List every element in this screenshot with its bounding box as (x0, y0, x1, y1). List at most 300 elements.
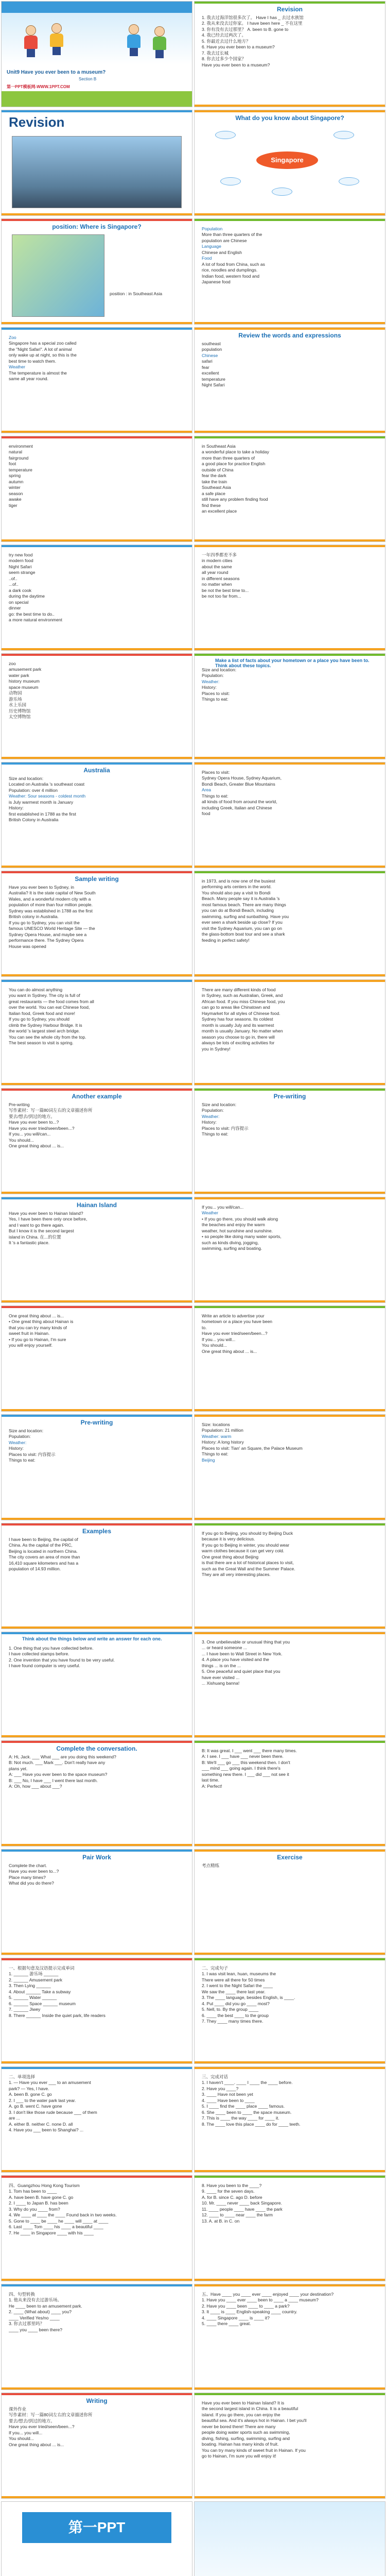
slide-line: A. for B. since C. ago D. before (202, 2194, 262, 2200)
slide-line: island in China. 在...的位置 (9, 1234, 61, 1240)
slide[interactable] (194, 979, 385, 1086)
slide-bottom-bar (2, 648, 192, 650)
slide-line: If you go to Beijing, you should try Beijing Duck (202, 1531, 293, 1536)
map-image (12, 234, 104, 317)
slide-title: Revision (9, 114, 65, 130)
slide-line: If you go to Sydney, you can visit the (9, 920, 80, 925)
slide-body (9, 1965, 186, 2019)
slide-top-bar (195, 436, 385, 438)
slide[interactable] (194, 2393, 385, 2499)
slide[interactable] (1, 1523, 192, 1629)
slide-line: performing arts centers in the world. (202, 884, 272, 890)
slide-line: sweet fruit in Hainan. (9, 1331, 50, 1336)
slide[interactable] (194, 545, 385, 651)
slide-title: Complete the conversation. (56, 1745, 137, 1752)
slide-top-bar (2, 1523, 192, 1526)
slide-line: 要去/想去/到过的地方。 (9, 1113, 55, 1119)
slide[interactable] (1, 1414, 192, 1520)
slide-line: 2. ____ (What about) ____ you? (9, 2309, 72, 2315)
slide[interactable] (194, 1, 385, 107)
slide-bottom-bar (2, 2279, 192, 2281)
slide-title: Examples (82, 1528, 112, 1535)
slide-bottom-bar (2, 2387, 192, 2389)
slide-line: • If you go to Hainan, I'm sure (9, 1336, 66, 1342)
slide[interactable] (1, 545, 192, 651)
slide-top-bar (195, 1958, 385, 1960)
slide-line: A: Perfect! (202, 1783, 222, 1789)
slide-line: season (9, 490, 23, 496)
slide-line: 6. She ____ been to ____ the space museum. (202, 2109, 292, 2115)
slide-line: The city covers an area of more than (9, 1554, 80, 1560)
slide-line: B: ___ No, I have ___ I went there last month. (9, 1777, 98, 1783)
slide[interactable] (1, 436, 192, 542)
slide-bottom-bar (195, 1300, 385, 1302)
slide-line: 10. Mr. ____ never ____ back Singapore. (202, 2200, 282, 2206)
slide-line: temperature (202, 376, 225, 382)
slide-line: 太空博物馆 (9, 714, 31, 720)
slide-line: 2. Have you ____ been ____ to ____ a park? (202, 2303, 290, 2309)
slide-top-bar (195, 1197, 385, 1199)
slide-line: Things to eat: (202, 1451, 229, 1457)
slide[interactable] (1, 1958, 192, 2064)
slide-top-bar (195, 762, 385, 765)
slide-line: all year round (202, 570, 229, 575)
slide-line: Have you ever been to a museum? (202, 62, 270, 67)
slide-body (202, 226, 379, 285)
slide-line: 考点精练 (202, 1863, 220, 1868)
slide-top-bar (2, 1958, 192, 1960)
slide-line: A: Oh, how ___ about ___? (9, 1784, 62, 1789)
slide-body (9, 2406, 186, 2448)
slide[interactable] (194, 2175, 385, 2281)
slide-line: 写作素材：写一篇80词左右的文章描述你所 (9, 2412, 93, 2418)
slide-line: History: (9, 1446, 24, 1451)
slide-line: British colony in Australia. (9, 914, 59, 920)
slide-top-bar (2, 871, 192, 873)
mindmap-bubble (272, 188, 292, 196)
slide-top-bar (2, 2176, 192, 2178)
slide-body (202, 770, 379, 817)
slide-line: History: (202, 685, 217, 690)
slide-line: foot (9, 461, 16, 467)
student-illustration (151, 26, 168, 58)
slide-line: 5. One peaceful and quiet place that you (202, 1669, 280, 1674)
slide-title: Think about the things below and write an answer for each one. (22, 1636, 162, 1641)
slide[interactable] (1, 218, 192, 325)
slide-line: dinner (9, 605, 21, 611)
slide-line: plans yet. (9, 1766, 28, 1771)
slide-line: Sydney Opera House, and maybe see a (9, 931, 87, 937)
slide-line: swimming, surfing and boating. (202, 1246, 262, 1251)
slide-top-bar (2, 2393, 192, 2395)
slide-line: always be lots of exciting activities for (202, 1040, 275, 1046)
slide-line: Chinese (202, 352, 218, 358)
slide[interactable] (1, 762, 192, 868)
slide-line: zoo (9, 661, 16, 666)
slide-line: 5. ______ Water ______ (9, 1995, 57, 2001)
slide-body (9, 776, 186, 823)
slide-line: Japanese food (202, 279, 231, 285)
slide-line: 五、Have ____ you ____ ever ____ enjoyed ____ your destination? (202, 2292, 334, 2297)
slide[interactable] (1, 2175, 192, 2281)
slide[interactable] (194, 110, 385, 216)
slide-bottom-bar (2, 866, 192, 868)
slide-line: Beijing is located in northern China. (9, 1548, 78, 1554)
slide-line: Complete the chart. (9, 1863, 47, 1868)
slide-line: B: It was great. I ___ went ___ there many times. (202, 1748, 297, 1753)
slide-line: 4. Put ____ did you go ____ most? (202, 2001, 270, 2006)
slide-line: environment (9, 444, 33, 449)
slide-body (9, 885, 186, 950)
slide-line: You should also pay a visit to Bondi (202, 890, 271, 895)
slide-bottom-bar (2, 1844, 192, 1846)
slide-line: a wonderful place to take a holiday (202, 449, 269, 455)
slide-line: a more natural environment (9, 617, 62, 623)
slide-body (202, 1205, 379, 1252)
slide-body (202, 1102, 379, 1138)
slide-body (9, 552, 186, 623)
slide-line: about the same (202, 564, 232, 569)
slide-line: boating. Hainan has many kinds of fruit. (202, 2442, 279, 2447)
slide-line: They are all very interesting places. (202, 1572, 271, 1578)
slide-line: the glass-bottom boat tour and see a shark (202, 931, 285, 937)
slide-top-bar (195, 2393, 385, 2395)
slide-top-bar (195, 545, 385, 547)
slide-line: things ... is on the ... (202, 1663, 241, 1668)
slide-line: 水上乐园 (9, 702, 27, 708)
slide-line: The temperature is almost the (9, 370, 67, 376)
slide-bottom-bar (2, 1300, 192, 1302)
slide-line: You can do almost anything (9, 987, 63, 992)
slide-line: 1. 我去过海洋馆很多次了。 Have I has _ 去过水族馆 (202, 15, 304, 20)
slide-top-bar (2, 219, 192, 221)
slide-line: Yes, I have been there only once before, (9, 1216, 87, 1222)
slide-line: Places to visit: 内容提示 (9, 1451, 56, 1457)
slide-line: A. go B. went C. have gone (9, 2104, 62, 2109)
slide[interactable] (1, 1632, 192, 1738)
slide-line: History: (9, 805, 24, 811)
slide-body (202, 2400, 379, 2460)
slide-line: ever seen a shark beside up close? If you (202, 920, 283, 925)
slide[interactable] (1, 2284, 192, 2390)
slide-line: population of 14.93 million. (9, 1566, 61, 1572)
slide[interactable] (194, 1958, 385, 2064)
slide-line: month is usually July and its warmest (202, 1022, 274, 1028)
slide[interactable] (194, 1306, 385, 1412)
slide-line: A: ___ Have you ever been to the space museum? (9, 1772, 108, 1777)
slide-bottom-bar (195, 1409, 385, 1411)
slide-top-bar (2, 1089, 192, 1091)
slide-top-bar (195, 110, 385, 112)
slide-line: such as kinds diving, jogging, (202, 1240, 259, 1245)
slide-line: 5. Nell, to. By the group ____ (202, 2007, 259, 2012)
slide[interactable] (1, 1849, 192, 1955)
slide-line: Places to visit: 内容提示 (202, 1125, 249, 1131)
slide-line: tiger (9, 502, 17, 508)
slide[interactable] (194, 1088, 385, 1194)
slide-line: be not the best time to... (202, 587, 249, 593)
slide[interactable] (1, 2066, 192, 2173)
slide-line: 2. Have you ____? (202, 2086, 239, 2091)
slide[interactable] (1, 1306, 192, 1412)
slide[interactable] (194, 327, 385, 433)
slide[interactable] (194, 762, 385, 868)
slide-top-bar (195, 328, 385, 330)
slide-body (202, 2292, 379, 2327)
slide-line: 7. This is ____ the way ____ for ____ it. (202, 2115, 279, 2121)
slide[interactable] (1, 327, 192, 433)
slide-line: Area (202, 787, 211, 793)
slide-line: 5. ____ there ____ great. (202, 2321, 251, 2327)
slide-line: One great thing about Beijing (202, 1554, 259, 1560)
slide-body (9, 1863, 186, 1887)
slide-line: • One great thing about Hainan is (9, 1319, 74, 1325)
slide-line: 四、句型转换 (9, 2292, 36, 2297)
slide-cover[interactable] (1, 1, 192, 107)
slide-line: in Sydney, such as Australian, Greek, and (202, 993, 283, 998)
slide-line: Population (202, 226, 223, 231)
slide-bottom-bar (195, 1953, 385, 1955)
slide-line: Have you ever been to Hainan Island? It is (202, 2400, 285, 2405)
slide-body (9, 2074, 186, 2133)
slide[interactable] (1, 653, 192, 759)
slide-line: Population: (202, 673, 224, 679)
slide-line: 历史博物馆 (9, 708, 31, 714)
slide-line: most famous beach. There are many things (202, 902, 286, 907)
slide-body (202, 1748, 379, 1789)
slide-line: 2. One invention that you have found to be very useful. (9, 1657, 115, 1663)
slide-line: Food (202, 256, 212, 261)
slide[interactable] (194, 1197, 385, 1303)
slide-bottom-bar (195, 1844, 385, 1846)
slide-top-bar (2, 762, 192, 765)
slide-line: B: We'll ___ go ___ this weekend then. I don't (202, 1759, 290, 1765)
slide-line: water park (9, 672, 29, 678)
slide-line: in 1973, and is now one of the busiest (202, 878, 275, 884)
slide-line: 游乐场 (9, 696, 22, 702)
slide-line: Indian food, western food and (202, 273, 259, 279)
slide-line: 5. Gone to ____ be ____ he ____ will ____ at ____ (9, 2218, 109, 2224)
slide-line: Have you ever been to Sydney, in (9, 885, 74, 890)
slide-line: A. been B. gone C. go (9, 2092, 52, 2097)
slide-line: people doing water sports such as swimming, (202, 2430, 290, 2435)
slide-title: Pre-writing (80, 1419, 113, 1426)
slide-body (110, 291, 186, 297)
slide[interactable] (1, 871, 192, 977)
slide-line: Sydney has four seasons. Its coldest (202, 1016, 273, 1022)
slide-line: Weather: (202, 1113, 220, 1119)
slide-line: Night Safari (202, 382, 225, 388)
slide-line: ___ mind ___ going again. I think there's (202, 1766, 280, 1771)
slide-line: Weather (202, 1210, 218, 1216)
slide-line: 3. Then Lying ______ (9, 1983, 51, 1989)
slide-title: Writing (86, 2397, 108, 2404)
slide-line: 4. About ______ Take a subway (9, 1989, 71, 1994)
slide-body (9, 1211, 186, 1246)
slide-line: spring (9, 473, 21, 479)
slide-bottom-bar (195, 539, 385, 541)
slide-top-bar (195, 1523, 385, 1526)
slide[interactable] (1, 1740, 192, 1846)
slide[interactable] (194, 1740, 385, 1846)
slide-top-bar (195, 2176, 385, 2178)
slide-line: beautiful sea. And it's always hot in Hainan. I bet you'll (202, 2418, 307, 2424)
slide-line: The best season to visit is spring. (9, 1040, 74, 1046)
slide-line: Weather: warm (202, 1433, 232, 1439)
slide-line: an excellent place (202, 509, 237, 514)
slide-line: weather, hot sunshine and sunshine. (202, 1228, 273, 1233)
slide-line: 4. Have you ___ been to Shanghai? ... (9, 2127, 84, 2133)
slide[interactable] (194, 1523, 385, 1629)
slide[interactable] (194, 871, 385, 977)
slide-line: You should... (202, 1343, 227, 1348)
slide-logo[interactable] (1, 2501, 192, 2576)
slide-line: during the daytime (9, 594, 45, 599)
slide-line: to. (202, 1325, 207, 1330)
slide-top-bar (195, 1850, 385, 1852)
slide-line: more than three quarters of (202, 455, 255, 461)
slide-line: 7. He ____ in Singapore ____ with his ____ (9, 2230, 94, 2235)
slide-line: in different seasons (202, 575, 240, 581)
slide-top-bar (2, 1632, 192, 1634)
slide-line: same all year round. (9, 376, 49, 382)
slide-line: 2. I went to the Night Safari the ____ (202, 1983, 273, 1989)
slide-bottom-bar (195, 1192, 385, 1194)
slide-line: If you... you will/can... (202, 1205, 244, 1210)
slide-line: climb the Sydney Harbour Bridge. It is (9, 1022, 82, 1028)
slide-bottom-bar (195, 105, 385, 107)
slide-line: You can see the whole city from the top. (9, 1034, 86, 1040)
slide-line: over the world. You can eat Chinese food, (9, 1005, 90, 1010)
slide-line: can go to areas like Chinatown and (202, 1005, 270, 1010)
slide-thanks[interactable] (194, 2501, 385, 2576)
slide[interactable] (1, 979, 192, 1086)
slide-line: Have you ever tried/seen/been...? (9, 1125, 75, 1131)
slide-line: 动物园 (9, 690, 22, 696)
slide[interactable] (194, 2066, 385, 2173)
slide-line: awake (9, 497, 22, 502)
slide-line: Population: (9, 1434, 31, 1439)
slide-line: 1. 他从来没有去过游乐场。 (9, 2297, 62, 2303)
slide-bottom-bar (195, 2279, 385, 2281)
slide-line: 4. ____ Singapore ____ is ____ it? (202, 2315, 270, 2320)
slide-title: Hainan Island (76, 1201, 117, 1209)
slide-body (202, 2074, 379, 2127)
slide-line: Population: (202, 1108, 224, 1113)
slide-line: excellent (202, 370, 219, 376)
slide-line: It 's a fantastic place. (9, 1240, 50, 1246)
slide[interactable] (1, 2393, 192, 2499)
slide-top-bar (2, 1850, 192, 1852)
slide-line: African food. If you miss Chinese food, you (202, 998, 285, 1004)
slide-title: Make a list of facts about your hometown or a place you have been to. Think about these topics. (215, 658, 370, 668)
slide-line: One great thing about ... is... (202, 1348, 257, 1354)
slide-line: Things to eat: (9, 1458, 36, 1463)
slide-line: ____ Verified Yes/no ____ (9, 2315, 60, 2320)
slide-line: One great thing about ... is... (9, 2442, 64, 2447)
slide[interactable] (194, 1414, 385, 1520)
slide-line: take the train (202, 479, 227, 484)
slide-line: 1. One thing that you have collected before. (9, 1646, 94, 1651)
slide-line: 1. Tom has been to ____ (9, 2189, 57, 2194)
slide-line: I have found computer is very useful. (9, 1663, 80, 1669)
slide-title: Exercise (277, 1854, 303, 1861)
slide[interactable] (194, 1849, 385, 1955)
slide-line: be not too far from... (202, 594, 241, 599)
slide[interactable] (194, 1632, 385, 1738)
slide[interactable] (194, 436, 385, 542)
slide-line: He ____ been to an amusement park. (9, 2303, 82, 2309)
slide-line: B: Not much. ___ Mark ___. Don't really have any (9, 1760, 106, 1766)
slide-line: you want in Sydney. The city is full of (9, 993, 80, 998)
slide[interactable] (194, 2284, 385, 2390)
slide-line: winter (9, 485, 21, 490)
slide-line: population (202, 347, 222, 352)
slide-body (202, 444, 379, 515)
slide-line: hometown or a place you have been (202, 1319, 273, 1325)
slide-line: 1. Have you ____ ever ____ been to ____ a ____ museum? (202, 2297, 319, 2303)
slide-line: Sydney was established in 1788 as the first (9, 908, 93, 913)
slide-line: Have you ever tried/seen/been...? (9, 2424, 75, 2430)
slide-bottom-bar (195, 1626, 385, 1629)
slide-title: position: Where is Singapore? (52, 223, 142, 230)
slide-line: Things to eat: (202, 793, 229, 799)
slide-bottom-bar (195, 974, 385, 976)
slide-line: 6. Have you ever been to a museum? (202, 44, 275, 50)
slide-line: 9. ____ for the seven days. (202, 2189, 255, 2194)
slide[interactable] (1, 110, 192, 216)
slide[interactable] (1, 1197, 192, 1303)
slide-top-bar (195, 654, 385, 656)
topic-oval: Singapore (256, 151, 318, 169)
student-illustration (22, 25, 40, 57)
slide-title: Another example (72, 1093, 122, 1100)
slide-line: a safe place (202, 490, 225, 496)
slide-line: 4. 我已经去过两次了。 (202, 32, 246, 38)
slide[interactable] (194, 218, 385, 325)
ppt-logo: 第一PPT (22, 2512, 171, 2543)
slide-body (202, 878, 379, 943)
slide-line: outside of China (202, 467, 234, 472)
slide-line: fear (202, 364, 209, 370)
slide-title: Sample writing (75, 875, 119, 883)
slide-top-bar (195, 980, 385, 982)
slide-bottom-bar (195, 1083, 385, 1085)
slide[interactable] (194, 653, 385, 759)
slide-line: Australia? It is the state capital of New South (9, 890, 96, 896)
slide-line: History: A long history (202, 1439, 244, 1445)
slide-line: 4. ____ Have been to ____ (202, 2097, 255, 2103)
slide-line: is July warmest month is January (9, 799, 74, 805)
slide-line: Beijing (202, 1457, 215, 1463)
slide-line: 3. 你有没有去过那里？ A. been to B. gone to (202, 26, 289, 32)
slide-bottom-bar (2, 2061, 192, 2063)
slide-line: Places to visit: (202, 690, 230, 696)
slide-line: diving, fishing, surfing, swimming, surfing and (202, 2435, 290, 2441)
slide-line: Weather: (9, 1439, 27, 1445)
slide-bottom-bar (2, 1518, 192, 1520)
slide-body (9, 335, 186, 382)
slide-line: Weather: Sour seasons - coldest month (9, 793, 86, 799)
slide-top-bar (2, 1306, 192, 1308)
slide-line: A. either B. neither C. none D. all (9, 2121, 73, 2127)
slide-line: Size and location: (202, 667, 237, 672)
slide-line: 11. ____ people ____ have ____ the park (202, 2206, 283, 2212)
slide[interactable] (1, 1088, 192, 1194)
slide-line: 7. ______ Jiwey (9, 2007, 41, 2012)
slide-bottom-bar (195, 431, 385, 433)
slide-line: you will enjoy yourself. (9, 1343, 53, 1348)
